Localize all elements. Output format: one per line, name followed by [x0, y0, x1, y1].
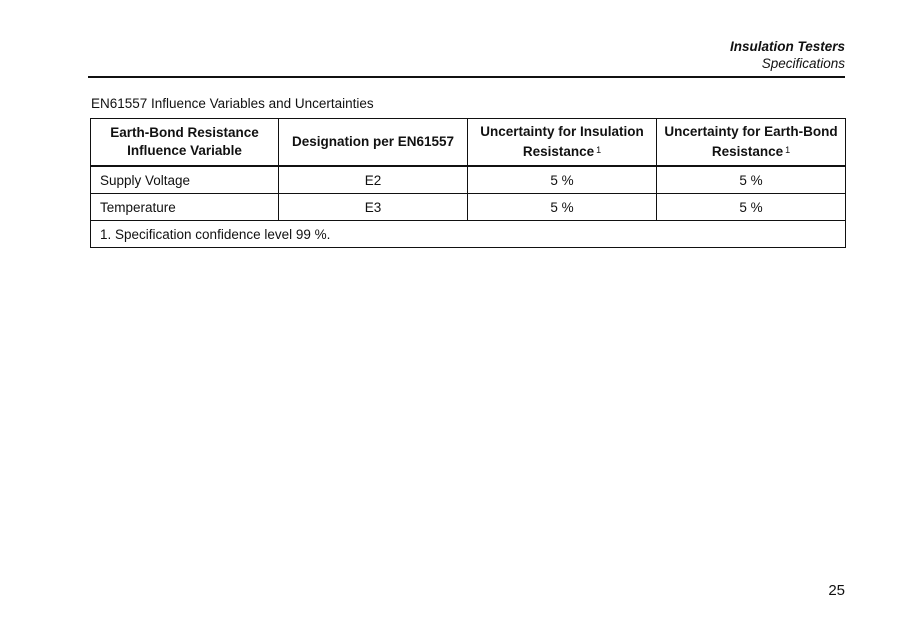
header-divider: [88, 76, 845, 78]
column-header-uncertainty-insulation: Uncertainty for Insulation Resistance $^1$: [468, 119, 657, 167]
running-header: [730, 38, 845, 72]
table-cell: Temperature: [91, 194, 279, 221]
column-header-influence-variable: Earth-Bond Resistance Influence Variable: [91, 119, 279, 167]
table-row: [91, 194, 846, 221]
page-number: 25: [828, 582, 845, 599]
column-header-designation: Designation per EN61557: [279, 119, 468, 167]
footnote-marker: 1: [785, 145, 791, 155]
table-cell: 5 %: [468, 194, 657, 221]
footnote-marker: 1: [596, 145, 602, 155]
table-cell: 5 %: [468, 166, 657, 194]
table-cell: 5 %: [657, 166, 846, 194]
column-header-uncertainty-earth-bond: Uncertainty for Earth-Bond Resistance $^1$: [657, 119, 846, 167]
table-caption: EN61557 Influence Variables and Uncertainties: [91, 96, 374, 111]
table-header-row: [91, 119, 846, 167]
header-subtitle: Specifications: [761, 56, 845, 71]
table-cell: E3: [279, 194, 468, 221]
table-footnote: 1. Specification confidence level 99 %.: [91, 221, 846, 248]
header-title: Insulation Testers: [729, 39, 845, 54]
table-cell: E2: [279, 166, 468, 194]
influence-variables-table: [90, 118, 846, 248]
table-row: [91, 166, 846, 194]
table-cell: Supply Voltage: [91, 166, 279, 194]
table-footnote-row: [91, 221, 846, 248]
table-cell: 5 %: [657, 194, 846, 221]
